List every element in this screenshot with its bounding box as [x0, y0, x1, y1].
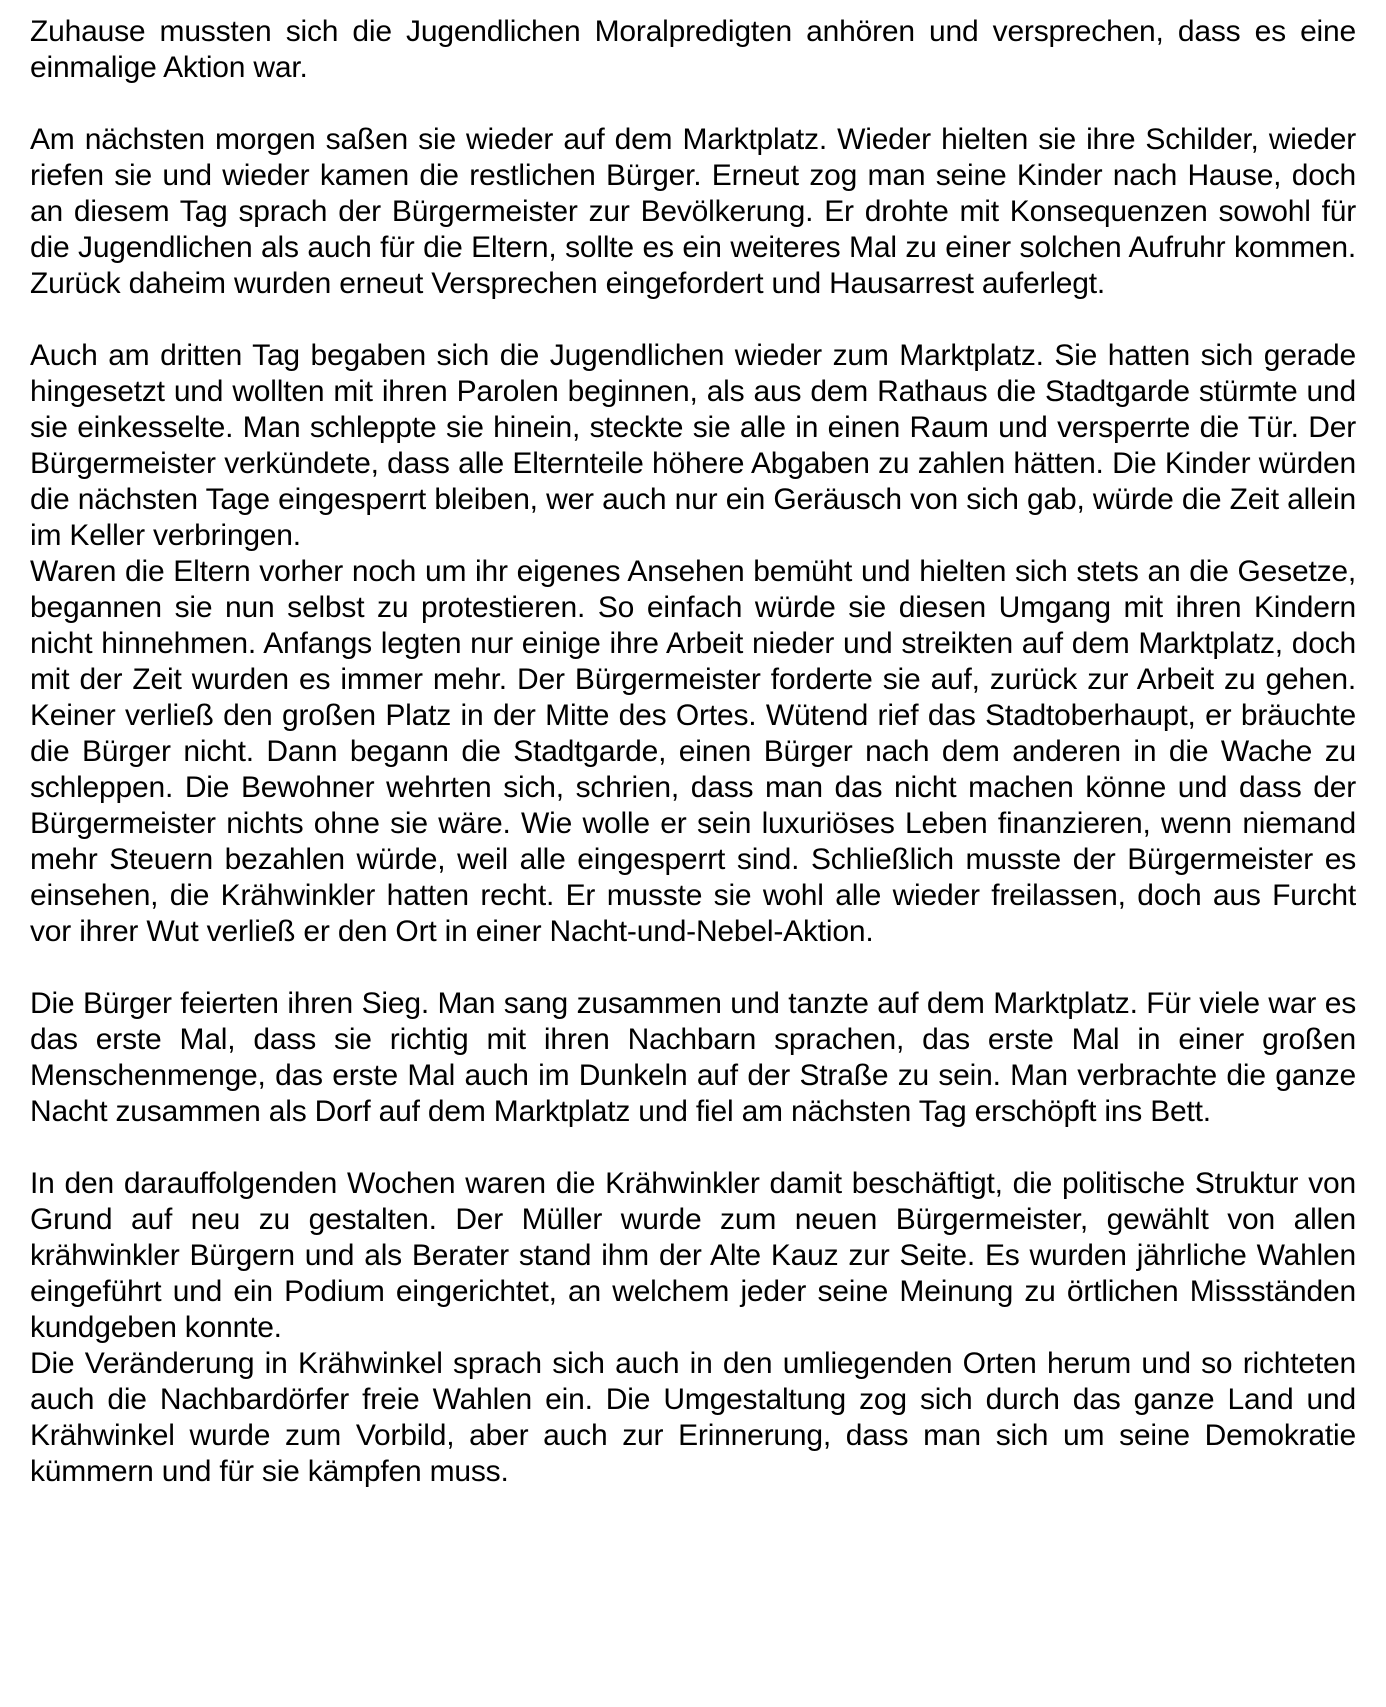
paragraph: In den darauffolgenden Wochen waren die Krähwinkler damit beschäftigt, die politische Struktur von Grund auf neu zu gestalten. Der Müller wurde zum neuen Bürgermeister, gewählt von allen krähwinkler Bürgern und als Berater stand ihm der Alte Kauz zur Seite. Es wurden jährliche Wahlen eingeführt und ein Podium eingerichtet, an welchem jeder seine Meinung zu örtlichen Missständen kundgeben konnte. — [30, 1167, 1356, 1344]
paragraph: Am nächsten morgen saßen sie wieder auf dem Marktplatz. Wieder hielten sie ihre Schilder, wieder riefen sie und wieder kamen die restlichen Bürger. Erneut zog man seine Kinder nach Hause, doch an diesem Tag sprach der Bürgermeister zur Bevölkerung. Er drohte mit Konsequenzen sowohl für die Jugendlichen als auch für die Eltern, sollte es ein weiteres Mal zu einer solchen Aufruhr kommen. Zurück daheim wurden erneut Versprechen eingefordert und Hausarrest auferlegt. — [30, 123, 1356, 300]
paragraph: Zuhause mussten sich die Jugendlichen Moralpredigten anhören und versprechen, dass es eine einmalige Aktion war. — [30, 15, 1356, 84]
paragraph: Waren die Eltern vorher noch um ihr eigenes Ansehen bemüht und hielten sich stets an die Gesetze, begannen sie nun selbst zu protestieren. So einfach würde sie diesen Umgang mit ihren Kindern nicht hinnehmen. Anfangs legten nur einige ihre Arbeit nieder und streikten auf dem Marktplatz, doch mit der Zeit wurden es immer mehr. Der Bürgermeister forderte sie auf, zurück zur Arbeit zu gehen. Keiner verließ den großen Platz in der Mitte des Ortes. Wütend rief das Stadtoberhaupt, er bräuchte die Bürger nicht. Dann begann die Stadtgarde, einen Bürger nach dem anderen in die Wache zu schleppen. Die Bewohner wehrten sich, schrien, dass man das nicht machen könne und dass der Bürgermeister nichts ohne sie wäre. Wie wolle er sein luxuriöses Leben finanzieren, wenn niemand mehr Steuern bezahlen würde, weil alle eingesperrt sind. Schließlich musste der Bürgermeister es einsehen, die Krähwinkler hatten recht. Er musste sie wohl alle wieder freilassen, doch aus Furcht vor ihrer Wut verließ er den Ort in einer Nacht-und-Nebel-Aktion. — [30, 555, 1356, 948]
paragraph: Auch am dritten Tag begaben sich die Jugendlichen wieder zum Marktplatz. Sie hatten sich gerade hingesetzt und wollten mit ihren Parolen beginnen, als aus dem Rathaus die Stadtgarde stürmte und sie einkesselte. Man schleppte sie hinein, steckte sie alle in einen Raum und versperrte die Tür. Der Bürgermeister verkündete, dass alle Elternteile höhere Abgaben zu zahlen hätten. Die Kinder würden die nächsten Tage eingesperrt bleiben, wer auch nur ein Geräusch von sich gab, würde die Zeit allein im Keller verbringen. — [30, 339, 1356, 552]
paragraph: Die Bürger feierten ihren Sieg. Man sang zusammen und tanzte auf dem Marktplatz. Für viele war es das erste Mal, dass sie richtig mit ihren Nachbarn sprachen, das erste Mal in einer großen Menschenmenge, das erste Mal auch im Dunkeln auf der Straße zu sein. Man verbrachte die ganze Nacht zusammen als Dorf auf dem Marktplatz und fiel am nächsten Tag erschöpft ins Bett. — [30, 987, 1356, 1128]
paragraph: Die Veränderung in Krähwinkel sprach sich auch in den umliegenden Orten herum und so richteten auch die Nachbardörfer freie Wahlen ein. Die Umgestaltung zog sich durch das ganze Land und Krähwinkel wurde zum Vorbild, aber auch zur Erinnerung, dass man sich um seine Demokratie kümmern und für sie kämpfen muss. — [30, 1347, 1356, 1488]
